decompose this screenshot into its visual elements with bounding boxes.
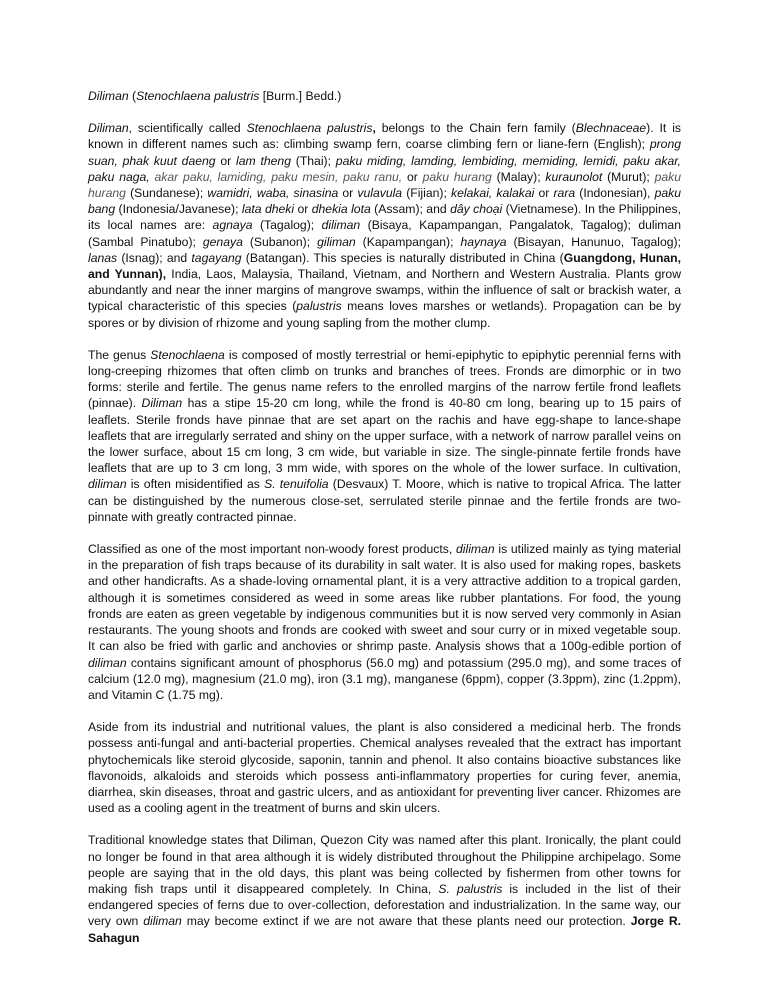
paragraph-conclusion: Traditional knowledge states that Diliman, Quezon City was named after this plant. Ironically, the plant could no longer be found in that area although it is widely distributed throughout the Philippine archipelago. Some people are saying that in the old days, this plant was being collected by fishermen from other towns for making fish traps until it disappeared completely. In China, S. palustris is included in the list of their endangered species of ferns due to over-collection, deforestation and industrialization. In the same way, our very own diliman may become extinct if we are not aware that these plants need our protection. Jorge R. Sahagun — [88, 833, 682, 945]
paragraph-uses: Classified as one of the most important non-woody forest products, diliman is utilized mainly as tying material in the preparation of fish traps because of its durability in salt water. It is also used for making ropes, baskets and other handicrafts. As a shade-loving ornamental plant, it is a very attractive addition to a tropical garden, although it is sometimes considered as weed in some areas like rubber plantations. For food, the young fronds are eaten as green vegetable by indigenous communities but it is now served very commonly in Asian restaurants. The young shoots and fronds are cooked with sweet and sour curry or in mixed vegetable soup. It can also be fried with garlic and anchovies or shrimp paste. Analysis shows that a 100g-edible portion of diliman contains significant amount of phosphorus (56.0 mg) and potassium (295.0 mg), and some traces of calcium (12.0 mg), magnesium (21.0 mg), iron (3.1 mg), manganese (6ppm), copper (3.3ppm), zinc (1.2ppm), and Vitamin C (1.75 mg). — [88, 542, 681, 702]
paragraph-names-distribution: Diliman, scientifically called Stenochlaena palustris, belongs to the Chain fern family (Blechnaceae). It is known in different names such as: climbing swamp fern, coarse climbing fern or liane-fern (English); prong suan, phak kuut daeng or lam theng (Thai); paku miding, lamding, lembiding, memiding, lemidi, paku akar, paku naga, akar paku, lamiding, paku mesin, paku ranu, or paku hurang (Malay); kuraunolot (Murut); paku hurang (Sundanese); wamidri, waba, sinasina or vulavula (Fijian); kelakai, kalakai or rara (Indonesian), paku bang (Indonesia/Javanese); lata dheki or dhekia lota (Assam); and dây choại (Vietnamese). In the Philippines, its local names are: agnaya (Tagalog); diliman (Bisaya, Kapampangan, Pangalatok, Tagalog); duliman (Sambal Pinatubo); genaya (Subanon); giliman (Kapampangan); haynaya (Bisayan, Hanunuo, Tagalog); lanas (Isnag); and tagayang (Batangan). This species is naturally distributed in China (Guangdong, Hunan, and Yunnan), India, Laos, Malaysia, Thailand, Vietnam, and Northern and Western Australia. Plants grow abundantly and near the inner margins of mangrove swamps, within the influence of salt or brackish water, a typical characteristic of this species (palustris means loves marshes or wetlands). Propagation can be by spores or by division of rhizome and young sapling from the mother clump. — [88, 121, 682, 330]
article — [88, 88, 681, 962]
article-title: Diliman (Stenochlaena palustris [Burm.] Bedd.) — [88, 89, 342, 103]
paragraph-medicinal: Aside from its industrial and nutritional values, the plant is also considered a medicinal herb. The fronds possess anti-fungal and anti-bacterial properties. Chemical analyses revealed that the extract has important phytochemicals like steroid glycoside, saponin, tannin and phenol. It also contains bioactive substances like flavonoids, alkaloids and steroids which possess anti-inflammatory properties for curing fever, anemia, diarrhea, skin diseases, throat and gastric ulcers, and as antioxidant for preventing liver cancer. Rhizomes are used as a cooling agent in the treatment of burns and skin ulcers. — [88, 720, 681, 816]
author-signature: Jorge R. Sahagun — [88, 914, 682, 945]
paragraph-morphology: The genus Stenochlaena is composed of mostly terrestrial or hemi-epiphytic to epiphytic perennial ferns with long-creeping rhizomes that often climb on trunks and branches of trees. Fronds are dimorphic or in two forms: sterile and fertile. The genus name refers to the enrolled margins of the narrow fertile frond leaflets (pinnae). Diliman has a stipe 15-20 cm long, while the frond is 40-80 cm long, bearing up to 15 pairs of leaflets. Sterile fronds have pinnae that are set apart on the rachis and have egg-shape to lance-shape leaflets that are irregularly serrated and shiny on the upper surface, with a network of narrow parallel veins on the lower surface, about 15 cm long, 3 cm wide, but variable in size. The single-pinnate fertile fronds have leaflets that are up to 3 cm long, 3 mm wide, with spores on the whole of the lower surface. In cultivation, diliman is often misidentified as S. tenuifolia (Desvaux) T. Moore, which is native to tropical Africa. The latter can be distinguished by the numerous close-set, serrulated sterile pinnae and the fertile fronds are two-pinnate with greatly contracted pinnae. — [88, 347, 682, 524]
